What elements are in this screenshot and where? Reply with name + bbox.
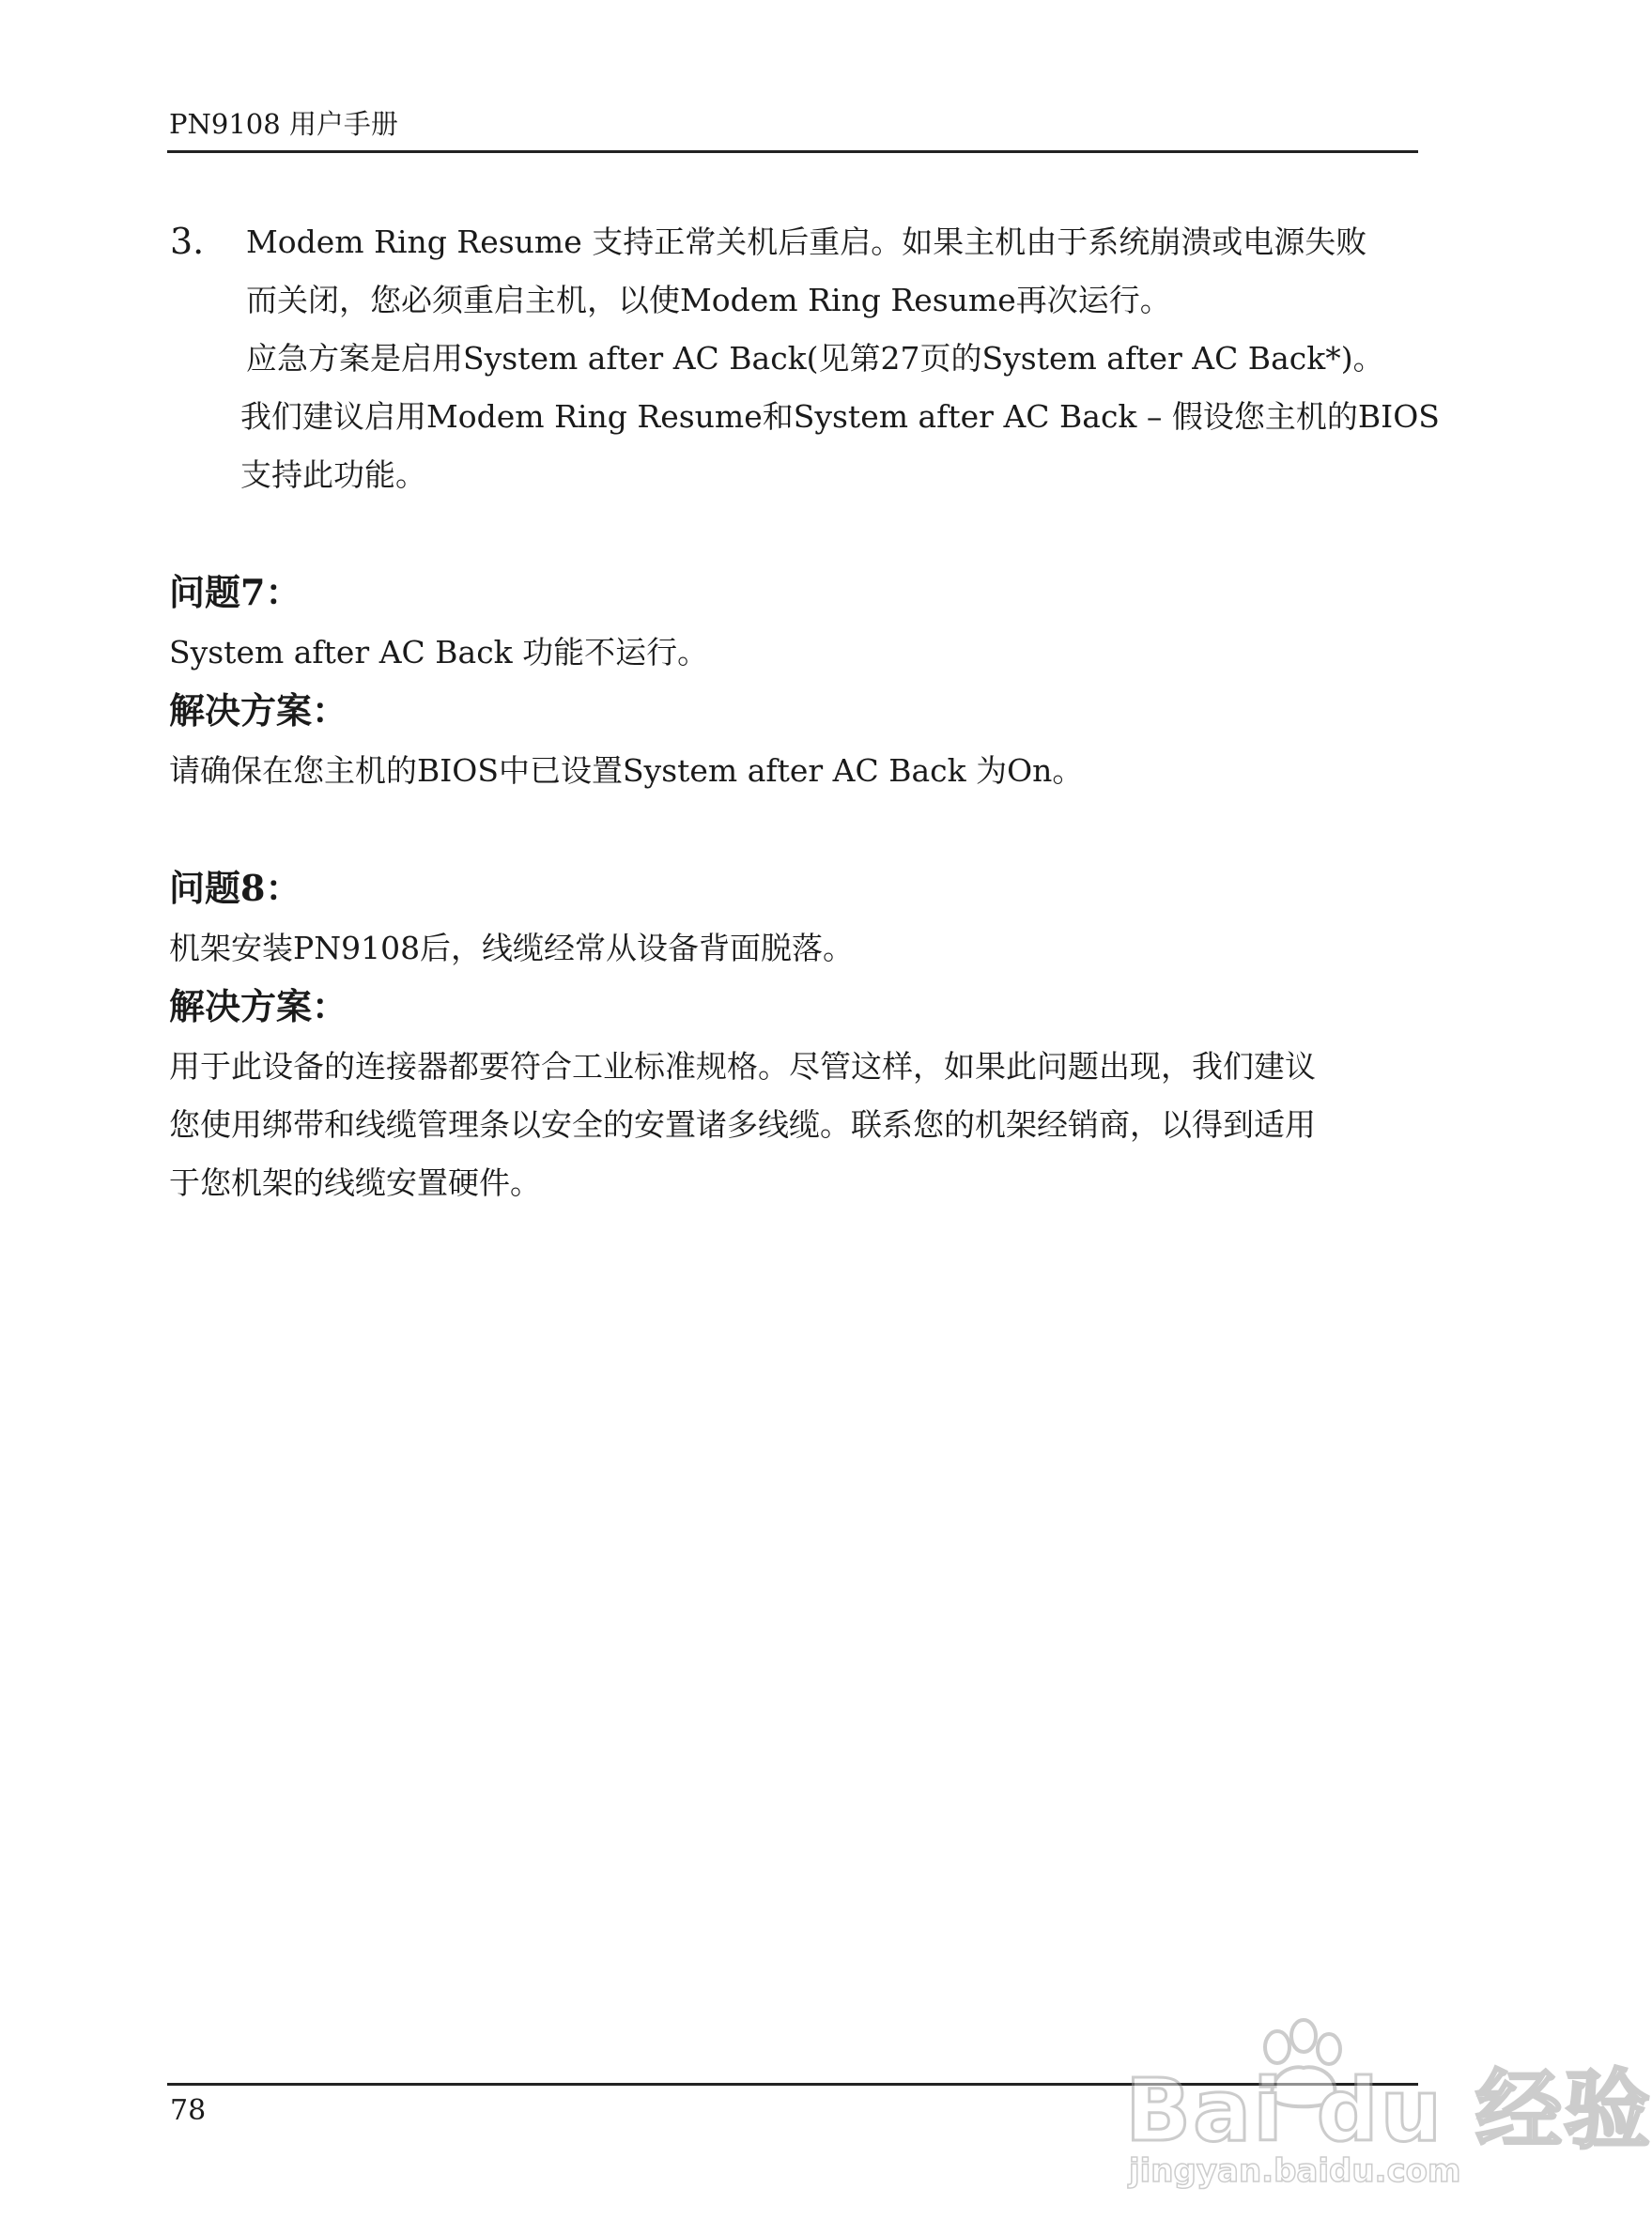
- item-3-line-5: 支持此功能。: [240, 456, 426, 493]
- header-title: PN9108 用户手册: [169, 108, 398, 140]
- problem-8-solution-heading: 解决方案：: [169, 985, 348, 1027]
- problem-8-solution-line-2: 您使用绑带和线缆管理条以安全的安置诸多线缆。联系您的机架经销商，以得到适用: [169, 1106, 1316, 1143]
- watermark-url: jingyan.baidu.com: [1129, 2152, 1461, 2190]
- problem-8-solution-line-3: 于您机架的线缆安置硬件。: [169, 1164, 541, 1201]
- problem-8-solution-line-1: 用于此设备的连接器都要符合工业标准规格。尽管这样，如果此问题出现，我们建议: [169, 1048, 1316, 1085]
- item-3-line-4: 我们建议启用Modem Ring Resume和System after AC Back – 假设您主机的BIOS: [240, 398, 1440, 435]
- problem-7-solution-heading: 解决方案：: [169, 689, 348, 732]
- baidu-jingyan-watermark: [1080, 2019, 1652, 2207]
- problem-8-heading: 问题8：: [169, 867, 301, 909]
- problem-7-description: System after AC Back 功能不运行。: [169, 634, 709, 670]
- item-3-line-3: 应急方案是启用System after AC Back(见第27页的System after AC Back*)。: [246, 340, 1384, 377]
- watermark-main-text: Bai du 经验: [1125, 2060, 1652, 2161]
- problem-7-heading: 问题7：: [169, 571, 301, 613]
- problem-7-solution: 请确保在您主机的BIOS中已设置System after AC Back 为On。: [169, 752, 1084, 789]
- page-number: 78: [170, 2094, 207, 2127]
- problem-8-description: 机架安装PN9108后，线缆经常从设备背面脱落。: [169, 930, 855, 966]
- header-divider: [167, 150, 1418, 153]
- item-3-line-2: 而关闭，您必须重启主机，以使Modem Ring Resume再次运行。: [246, 282, 1171, 318]
- item-number: 3.: [170, 221, 205, 262]
- item-3-line-1: Modem Ring Resume 支持正常关机后重启。如果主机由于系统崩溃或电源失败: [246, 224, 1367, 260]
